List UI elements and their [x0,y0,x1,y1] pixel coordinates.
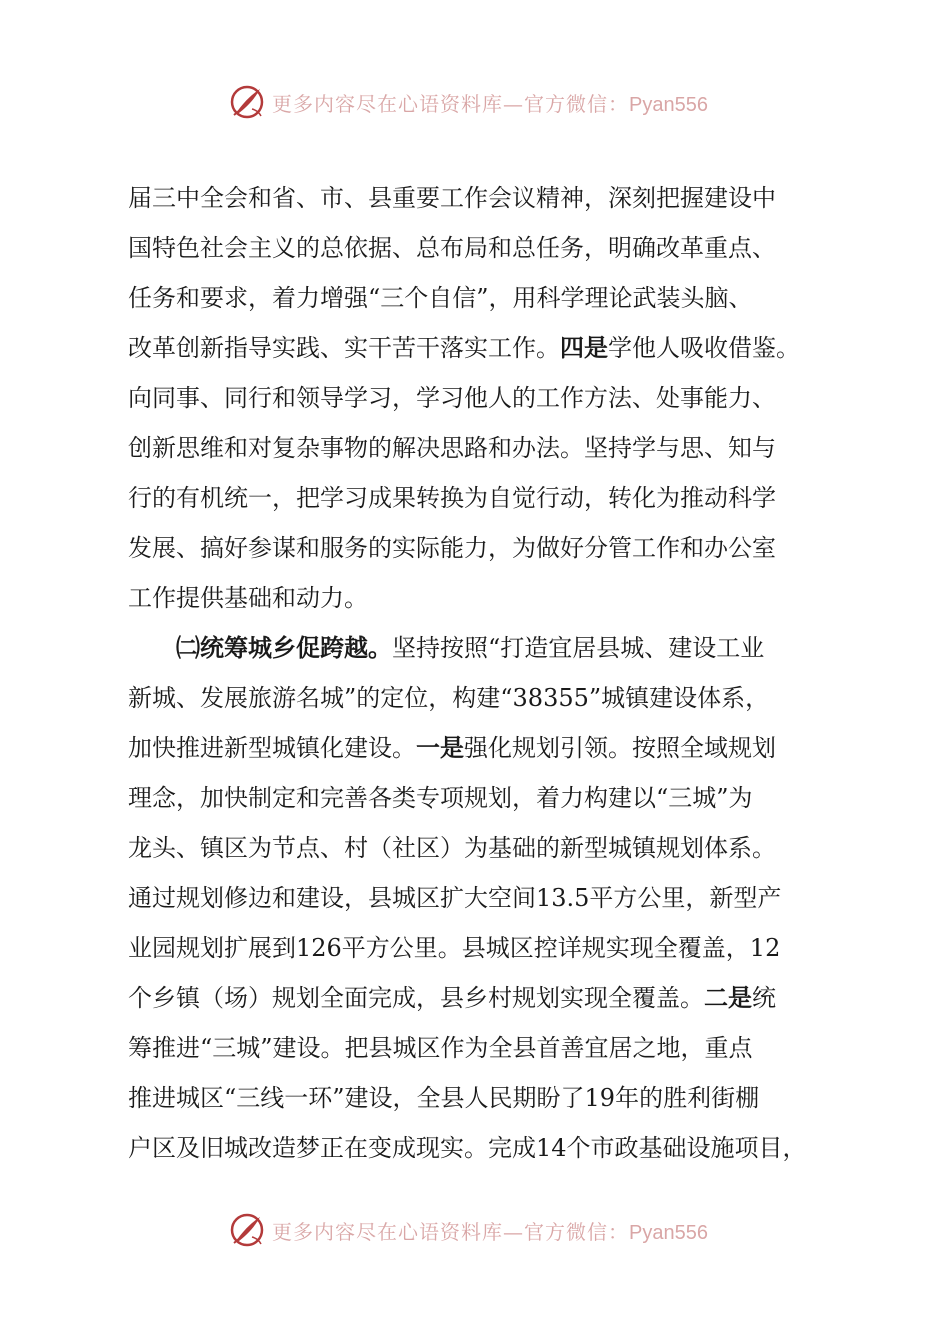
footer-watermark [0,1210,950,1250]
text-line: 户区及旧城改造梦正在变成现实。完成14个市政基础设施项目， [128,1134,807,1162]
text-line: 创新思维和对复杂事物的解决思路和办法。坚持学与思、知与 [128,434,776,462]
text-line: 发展、搞好参谋和服务的实际能力，为做好分管工作和办公室 [128,534,776,562]
text-line: 通过规划修边和建设，县城区扩大空间13.5平方公里，新型产 [128,884,782,912]
text-line: 向同事、同行和领导学习，学习他人的工作方法、处事能力、 [128,384,776,412]
quill-logo-icon [228,1211,266,1249]
text-line: 龙头、镇区为节点、村（社区）为基础的新型城镇规划体系。 [128,834,776,862]
quill-logo-icon [228,83,266,121]
text-line: 个乡镇（场）规划全面完成，县乡村规划实现全覆盖。二是统 [128,984,776,1012]
section-heading: ㈡统筹城乡促跨越。 [176,634,392,662]
text-line: 推进城区“三线一环”建设，全县人民期盼了19年的胜利街棚 [128,1084,760,1112]
text-line: 国特色社会主义的总依据、总布局和总任务，明确改革重点、 [128,234,776,262]
text-line: 工作提供基础和动力。 [128,584,368,612]
section-heading-line: ㈡统筹城乡促跨越。坚持按照“打造宜居县城、建设工业 [176,634,765,662]
text-line: 任务和要求，着力增强“三个自信”，用科学理论武装头脑、 [128,284,753,312]
text-line: 理念，加快制定和完善各类专项规划，着力构建以“三城”为 [128,784,753,812]
text-line: 届三中全会和省、市、县重要工作会议精神，深刻把握建设中 [128,184,776,212]
watermark-text: 更多内容尽在心语资料库—官方微信：Pyan556 [272,1219,708,1244]
bold-marker: 一是 [416,734,464,762]
header-watermark [0,82,950,122]
watermark-text: 更多内容尽在心语资料库—官方微信：Pyan556 [272,91,708,116]
text-line: 业园规划扩展到126平方公里。县城区控详规实现全覆盖，12 [128,934,781,962]
text-line: 行的有机统一，把学习成果转换为自觉行动，转化为推动科学 [128,484,776,512]
text-line: 加快推进新型城镇化建设。一是强化规划引领。按照全域规划 [128,734,776,762]
bold-marker: 二是 [704,984,752,1012]
text-line: 新城、发展旅游名城”的定位，构建“38355”城镇建设体系， [128,684,770,712]
text-line: 筹推进“三城”建设。把县城区作为全县首善宜居之地，重点 [128,1034,753,1062]
text-line: 改革创新指导实践、实干苦干落实工作。四是学他人吸收借鉴。 [128,334,800,362]
bold-marker: 四是 [560,334,608,362]
